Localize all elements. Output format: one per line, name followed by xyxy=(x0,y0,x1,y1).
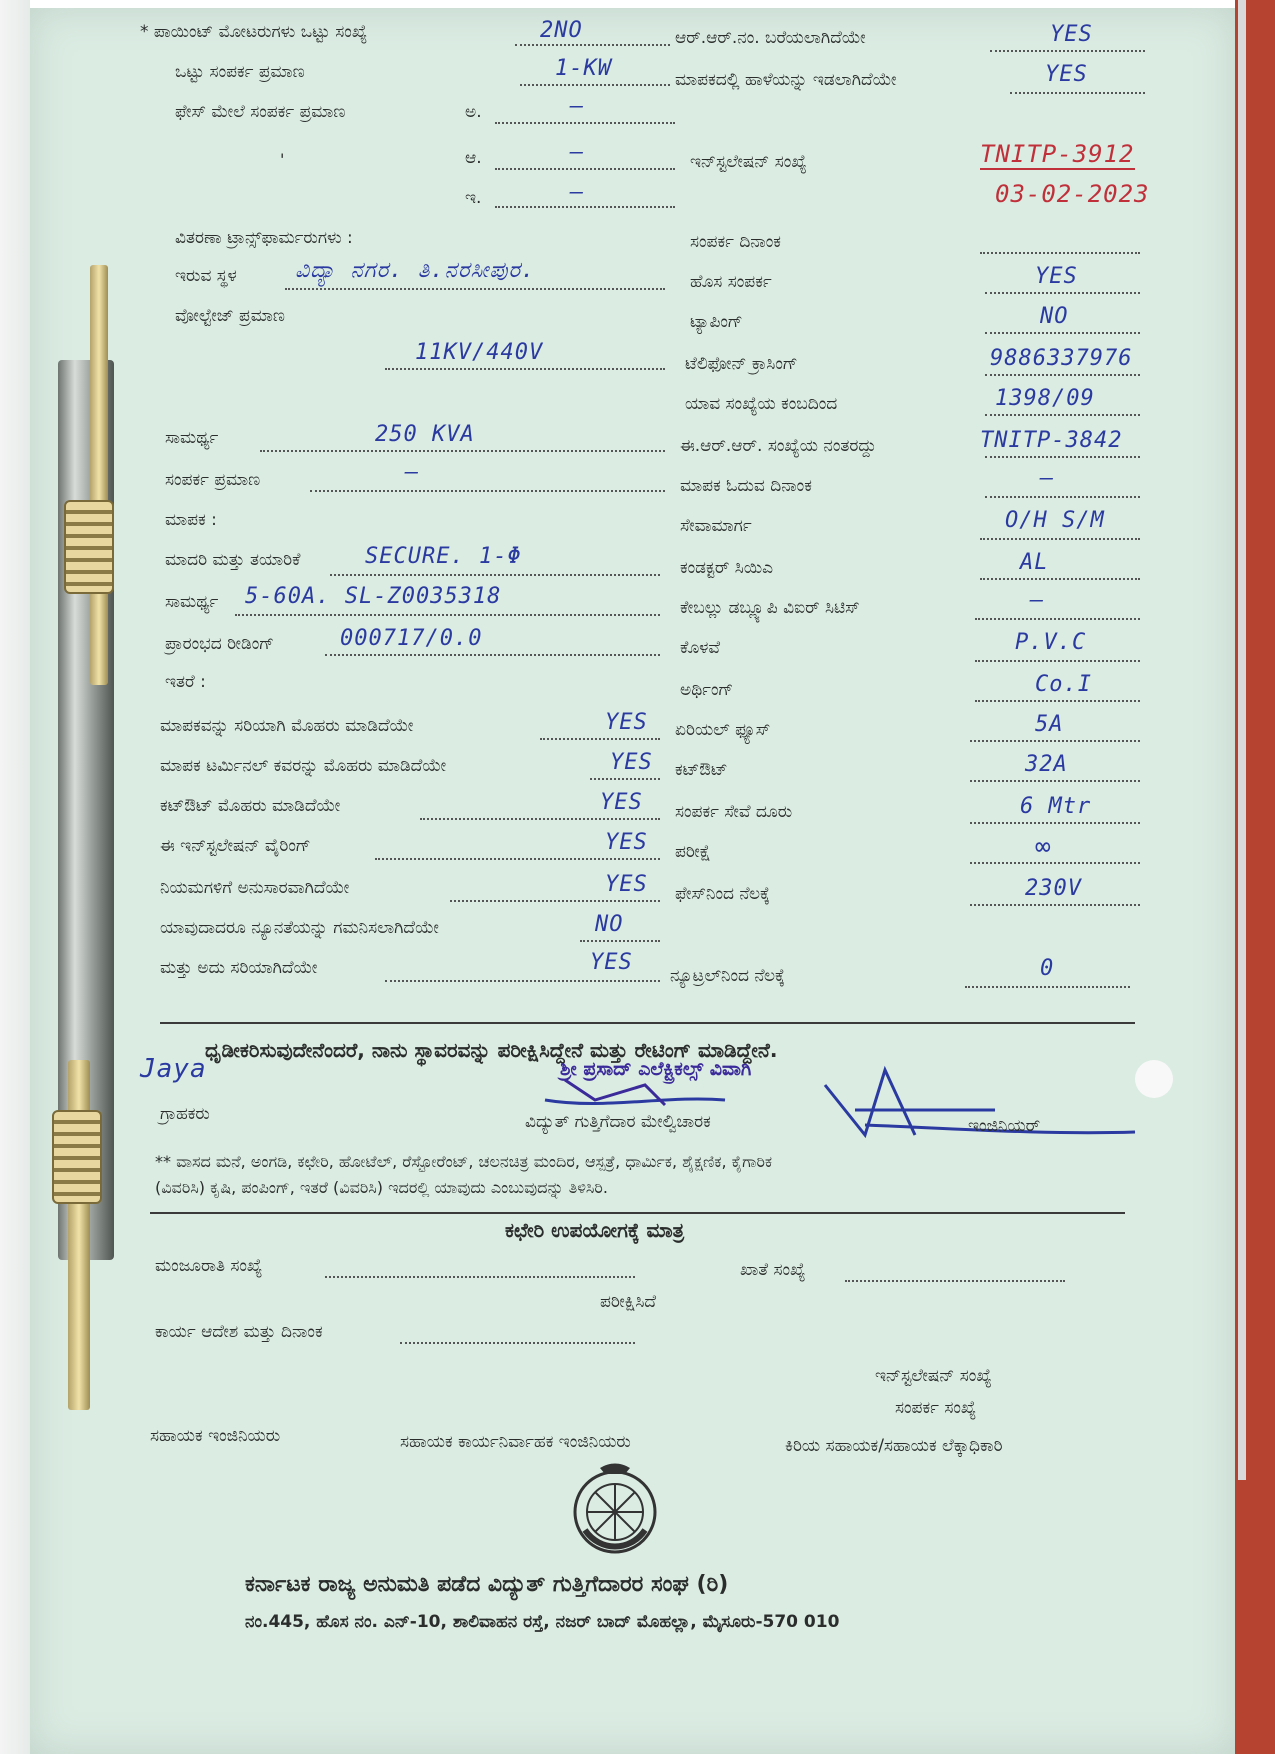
footer-org-name: ಕರ್ನಾಟಕ ರಾಜ್ಯ ಅನುಮತಿ ಪಡೆದ ವಿದ್ಯುತ್ ಗುತ್ತಿಗೆದಾರರ ಸಂಘ (ರಿ) xyxy=(245,1572,729,1597)
dotline xyxy=(970,902,1140,906)
dotline xyxy=(400,1340,635,1344)
label-aerial-fuse: ಏರಿಯಲ್ ಫ್ಯೂಸ್ xyxy=(675,720,771,740)
value-connection-load: — xyxy=(405,460,420,485)
dotline xyxy=(580,938,660,942)
value-installation-date: 03-02-2023 xyxy=(995,180,1150,208)
label-capacity: ಸಾಮರ್ಥ್ಯ xyxy=(165,428,219,448)
value-defects-noticed: NO xyxy=(595,912,624,937)
label-meter-sealed: ಮಾಪಕವನ್ನು ಸರಿಯಾಗಿ ಮೊಹರು ಮಾಡಿದೆಯೇ xyxy=(160,716,414,736)
dotline xyxy=(325,652,660,656)
value-cutout-sealed: YES xyxy=(600,790,643,815)
label-neutral-to-earth: ನ್ಯೂಟ್ರಲ್‌ನಿಂದ ನೆಲಕ್ಕೆ xyxy=(670,966,785,986)
label-initial-reading: ಪ್ರಾರಂಭದ ರೀಡಿಂಗ್ xyxy=(165,634,274,654)
value-after-rr-no: TNITP-3842 xyxy=(980,428,1123,453)
label-tapping: ಟ್ಯಾಪಿಂಗ್ xyxy=(690,312,743,332)
dotline xyxy=(285,286,665,290)
value-capacity: 250 KVA xyxy=(375,422,475,447)
label-office-connection-no: ಸಂಪರ್ಕ ಸಂಖ್ಯೆ xyxy=(895,1398,977,1418)
dotline xyxy=(450,898,660,902)
value-cutout: 32A xyxy=(1025,752,1068,777)
dotline xyxy=(975,698,1140,702)
dotline xyxy=(495,120,675,124)
value-as-per-rules: YES xyxy=(605,872,648,897)
dotline xyxy=(980,536,1140,540)
dotline xyxy=(260,448,665,452)
label-model-make: ಮಾದರಿ ಮತ್ತು ತಯಾರಿಕೆ xyxy=(165,550,301,570)
value-cable: — xyxy=(1030,588,1045,613)
dotline xyxy=(985,330,1140,334)
label-phase-a: ಅ. xyxy=(465,102,482,122)
dotline xyxy=(590,776,660,780)
value-service-distance: 6 Mtr xyxy=(1020,794,1092,819)
label-accounts-officer: ಕಿರಿಯ ಸಹಾಯಕ/ಸಹಾಯಕ ಲೆಕ್ಕಾಧಿಕಾರಿ xyxy=(785,1436,1003,1456)
value-service-route: O/H S/M xyxy=(1005,508,1105,533)
label-test: ಪರೀಕ್ಷೆ xyxy=(675,842,711,862)
dotline xyxy=(985,454,1140,458)
value-conductor: AL xyxy=(1020,550,1049,575)
dotline xyxy=(985,372,1140,376)
label-after-rr-no: ಈ.ಆರ್.ಆರ್. ಸಂಖ್ಯೆಯ ನಂತರದ್ದು xyxy=(680,436,877,456)
dotline xyxy=(970,860,1140,864)
label-service-distance: ಸಂಪರ್ಕ ಸೇವೆ ದೂರು xyxy=(675,802,793,822)
declaration-text: ಧೃಡೀಕರಿಸುವುದೇನೆಂದರೆ, ನಾನು ಸ್ಥಾವರವನ್ನು ಪರೀಕ್ಷಿಸಿದ್ದೇನೆ ಮತ್ತು ರೇಟಿಂಗ್ ಮಾಡಿದ್ದೇನೆ. xyxy=(205,1038,778,1062)
footer-address: ನಂ.445, ಹೊಸ ನಂ. ಎನ್-10, ಶಾಲಿವಾಹನ ರಸ್ತೆ, ನಜರ್ ಬಾದ್ ಮೊಹಲ್ಲಾ, ಮೈಸೂರು-570 010 xyxy=(245,1612,840,1632)
dotline xyxy=(980,250,1140,254)
label-installation-no: ಇನ್‌ಸ್ಟಲೇಷನ್ ಸಂಖ್ಯೆ xyxy=(690,152,807,172)
label-defects-noticed: ಯಾವುದಾದರೂ ನ್ಯೂನತೆಯನ್ನು ಗಮನಿಸಲಾಗಿದೆಯೇ xyxy=(160,918,439,938)
value-tapping: NO xyxy=(1040,304,1069,329)
label-checked: ಪರೀಕ್ಷಿಸಿದೆ xyxy=(600,1292,657,1312)
value-is-correct: YES xyxy=(590,950,633,975)
dotline xyxy=(495,204,675,208)
label-point-motors: * ಪಾಯಿಂಟ್ ಮೋಟರುಗಳು ಒಟ್ಟು ಸಂಖ್ಯೆ xyxy=(140,22,368,42)
dotline xyxy=(420,816,660,820)
value-meter-sealed: YES xyxy=(605,710,648,735)
dotline xyxy=(375,856,660,860)
label-terminal-cover-sealed: ಮಾಪಕ ಟರ್ಮಿನಲ್ ಕವರನ್ನು ಮೊಹರು ಮಾಡಿದೆಯೇ xyxy=(160,756,447,776)
dotline xyxy=(330,572,660,576)
dotline xyxy=(970,820,1140,824)
label-total-connection: ಒಟ್ಟು ಸಂಪರ್ಕ ಪ್ರಮಾಣ xyxy=(175,62,305,82)
value-installation-wiring: YES xyxy=(605,830,648,855)
footnote-line1: ** ವಾಸದ ಮನೆ, ಅಂಗಡಿ, ಕಛೇರಿ, ಹೋಟೆಲ್, ರೆಸ್ಟೋರೆಂಟ್, ಚಲನಚಿತ್ರ ಮಂದಿರ, ಆಸ್ಪತ್ರೆ, ಧಾರ್ಮಿಕ, ಶೈಕ್ಷಣಿಕ, ಕೈಗಾರಿಕ xyxy=(155,1152,773,1171)
label-pole-number: ಯಾವ ಸಂಖ್ಯೆಯ ಕಂಬದಿಂದ xyxy=(685,394,838,414)
dotline xyxy=(235,612,660,616)
contractor-stamp: ಶ್ರೀ ಪ್ರಸಾದ್ ಎಲೆಕ್ಟ್ರಿಕಲ್ಸ್ ವಿವಾಗಿ xyxy=(560,1058,752,1080)
label-phase-connection: ಫೇಸ್ ಮೇಲೆ ಸಂಪರ್ಕ ಪ್ರಮಾಣ xyxy=(175,102,346,122)
label-connection-date: ಸಂಪರ್ಕ ದಿನಾಂಕ xyxy=(690,232,781,252)
label-service-route: ಸೇವಾಮಾರ್ಗ xyxy=(680,516,752,536)
label-voltage: ವೋಲ್ಟೇಜ್ ಪ್ರಮಾಣ xyxy=(175,306,285,326)
customer-signature: Jaya xyxy=(140,1054,207,1084)
value-total-connection: 1-KW xyxy=(555,56,612,81)
tick-mark: ' xyxy=(280,150,285,169)
dotline xyxy=(980,576,1140,580)
label-meter-capacity: ಸಾಮರ್ಥ್ಯ xyxy=(165,592,219,612)
value-phase-a: — xyxy=(570,94,585,119)
value-meter-capacity: 5-60A. SL-Z0035318 xyxy=(245,584,502,609)
label-cutout: ಕಟ್‌ಔಟ್ xyxy=(675,760,728,780)
value-installation-no: TNITP-3912 xyxy=(980,140,1135,168)
label-phase-b: ಆ. xyxy=(465,148,482,168)
value-rr-written: YES xyxy=(1050,22,1093,47)
dotline xyxy=(495,166,675,170)
file-fastener-strip-top xyxy=(90,265,108,685)
value-new-connection: YES xyxy=(1035,264,1078,289)
dotline xyxy=(845,1278,1065,1282)
label-is-correct: ಮತ್ತು ಅದು ಸರಿಯಾಗಿದೆಯೇ xyxy=(160,958,318,978)
value-neutral-to-earth: 0 xyxy=(1040,956,1055,981)
signature-scribble xyxy=(525,1040,1145,1150)
dotline xyxy=(975,616,1140,620)
fastener-clip-lower xyxy=(52,1110,102,1204)
office-use-title: ಕಛೇರಿ ಉಪಯೋಗಕ್ಕೆ ಮಾತ್ರ xyxy=(505,1218,685,1242)
dotline xyxy=(990,48,1145,52)
label-meter-reading-date: ಮಾಪಕ ಓದುವ ದಿನಾಂಕ xyxy=(680,476,812,496)
label-office-installation-no: ಇನ್‌ಸ್ಟಲೇಷನ್ ಸಂಖ್ಯೆ xyxy=(875,1366,992,1386)
dotline xyxy=(1010,90,1145,94)
label-installation-wiring: ಈ ಇನ್‌ಸ್ಟಲೇಷನ್ ವೈರಿಂಗ್ xyxy=(160,836,311,856)
dotline xyxy=(310,488,665,492)
label-telephone-crossing: ಟೆಲಿಫೋನ್ ಕ್ರಾಸಿಂಗ್ xyxy=(685,354,798,374)
dotline xyxy=(325,1274,635,1278)
dotline xyxy=(540,736,660,740)
label-cable: ಕೇಬಲ್ಲು ಡಬ್ಲ್ಯೂಪಿ ವಿಐರ್ ಸಿಟಿಸ್ xyxy=(680,598,860,618)
value-voltage: 11KV/440V xyxy=(415,340,544,365)
dotline xyxy=(970,738,1140,742)
value-terminal-cover-sealed: YES xyxy=(610,750,653,775)
page-left-margin xyxy=(0,0,30,1754)
value-initial-reading: 000717/0.0 xyxy=(340,626,483,651)
dotline xyxy=(970,778,1140,782)
label-conductor: ಕಂಡಕ್ಟರ್ ಸಿಯಿಎ xyxy=(680,558,773,578)
dotline xyxy=(985,290,1140,294)
dotline xyxy=(965,984,1130,988)
label-phase-c: ಇ. xyxy=(465,188,482,208)
label-sanction-no: ಮಂಜೂರಾತಿ ಸಂಖ್ಯೆ xyxy=(155,1256,263,1276)
label-customer: ಗ್ರಾಹಕರು xyxy=(160,1104,210,1124)
label-cutout-sealed: ಕಟ್‌ಔಟ್ ಮೊಹರು ಮಾಡಿದೆಯೇ xyxy=(160,796,341,816)
label-location: ಇರುವ ಸ್ಥಳ xyxy=(175,266,237,286)
dotline xyxy=(985,412,1140,416)
divider xyxy=(160,1022,1135,1024)
label-new-connection: ಹೊಸ ಸಂಪರ್ಕ xyxy=(690,272,772,292)
label-phase-to-earth: ಫೇಸ್‌ನಿಂದ ನೆಲಕ್ಕೆ xyxy=(675,884,770,904)
label-connection-load: ಸಂಪರ್ಕ ಪ್ರಮಾಣ xyxy=(165,470,261,490)
value-phase-b: — xyxy=(570,140,585,165)
association-logo xyxy=(560,1460,670,1558)
label-distribution-transformers: ವಿತರಣಾ ಟ್ರಾನ್ಸ್‌ಫಾರ್ಮರುಗಳು : xyxy=(175,228,353,248)
label-earthing: ಅರ್ಥಿಂಗ್ xyxy=(680,680,734,700)
label-others: ಇತರೆ : xyxy=(165,672,206,692)
fastener-clip-upper xyxy=(64,500,114,594)
label-assistant-engineer: ಸಹಾಯಕ ಇಂಜಿನಿಯರು xyxy=(150,1426,281,1446)
value-test: ∞ xyxy=(1035,832,1052,862)
value-point-motors: 2NO xyxy=(540,18,583,43)
dotline xyxy=(385,366,665,370)
label-work-order-date: ಕಾರ್ಯ ಆದೇಶ ಮತ್ತು ದಿನಾಂಕ xyxy=(155,1322,323,1342)
divider xyxy=(150,1212,1125,1214)
label-as-per-rules: ನಿಯಮಗಳಿಗೆ ಅನುಸಾರವಾಗಿದೆಯೇ xyxy=(160,878,350,898)
label-sheet-in-meter: ಮಾಪಕದಲ್ಲಿ ಹಾಳೆಯನ್ನು ಇಡಲಾಗಿದೆಯೇ xyxy=(675,70,897,90)
value-model-make: SECURE. 1-Φ xyxy=(365,544,522,569)
dotline xyxy=(520,82,670,86)
label-conduit: ಕೊಳವೆ xyxy=(680,638,721,658)
dotline xyxy=(515,42,670,46)
value-telephone-crossing: 9886337976 xyxy=(990,346,1133,371)
label-rr-written: ಆರ್.ಆರ್.ನಂ. ಬರೆಯಲಾಗಿದೆಯೇ xyxy=(675,28,866,48)
dotline xyxy=(385,978,660,982)
value-location: ವಿದ್ಯಾ ನಗರ. ತಿ.ನರಸೀಪುರ. xyxy=(295,258,536,283)
value-phase-c: — xyxy=(570,180,585,205)
value-phase-to-earth: 230V xyxy=(1025,876,1082,901)
label-engineer: ಇಂಜಿನಿಯರ್ xyxy=(968,1116,1041,1136)
value-meter-reading-date: — xyxy=(1040,466,1055,491)
label-assistant-exec-engineer: ಸಹಾಯಕ ಕಾರ್ಯನಿರ್ವಾಹಕ ಇಂಜಿನಿಯರು xyxy=(400,1432,631,1452)
label-contractor-supervisor: ವಿದ್ಯುತ್ ಗುತ್ತಿಗೆದಾರ ಮೇಲ್ವಿಚಾರಕ xyxy=(525,1112,711,1132)
value-sheet-in-meter: YES xyxy=(1045,62,1088,87)
value-aerial-fuse: 5A xyxy=(1035,712,1064,737)
footnote-line2: (ವಿವರಿಸಿ) ಕೃಷಿ, ಪಂಪಿಂಗ್, ಇತರೆ (ವಿವರಿಸಿ) ಇದರಲ್ಲಿ ಯಾವುದು ಎಂಬುವುದನ್ನು ತಿಳಿಸಿರಿ. xyxy=(155,1178,608,1197)
dotline xyxy=(985,494,1140,498)
folder-edge-inner xyxy=(1238,0,1246,1480)
value-earthing: Co.I xyxy=(1035,672,1092,697)
value-conduit: P.V.C xyxy=(1015,630,1087,655)
label-account-no: ಖಾತೆ ಸಂಖ್ಯೆ xyxy=(740,1260,806,1280)
dotline xyxy=(975,658,1140,662)
value-pole-number: 1398/09 xyxy=(995,386,1095,411)
label-meter: ಮಾಪಕ : xyxy=(165,510,217,530)
